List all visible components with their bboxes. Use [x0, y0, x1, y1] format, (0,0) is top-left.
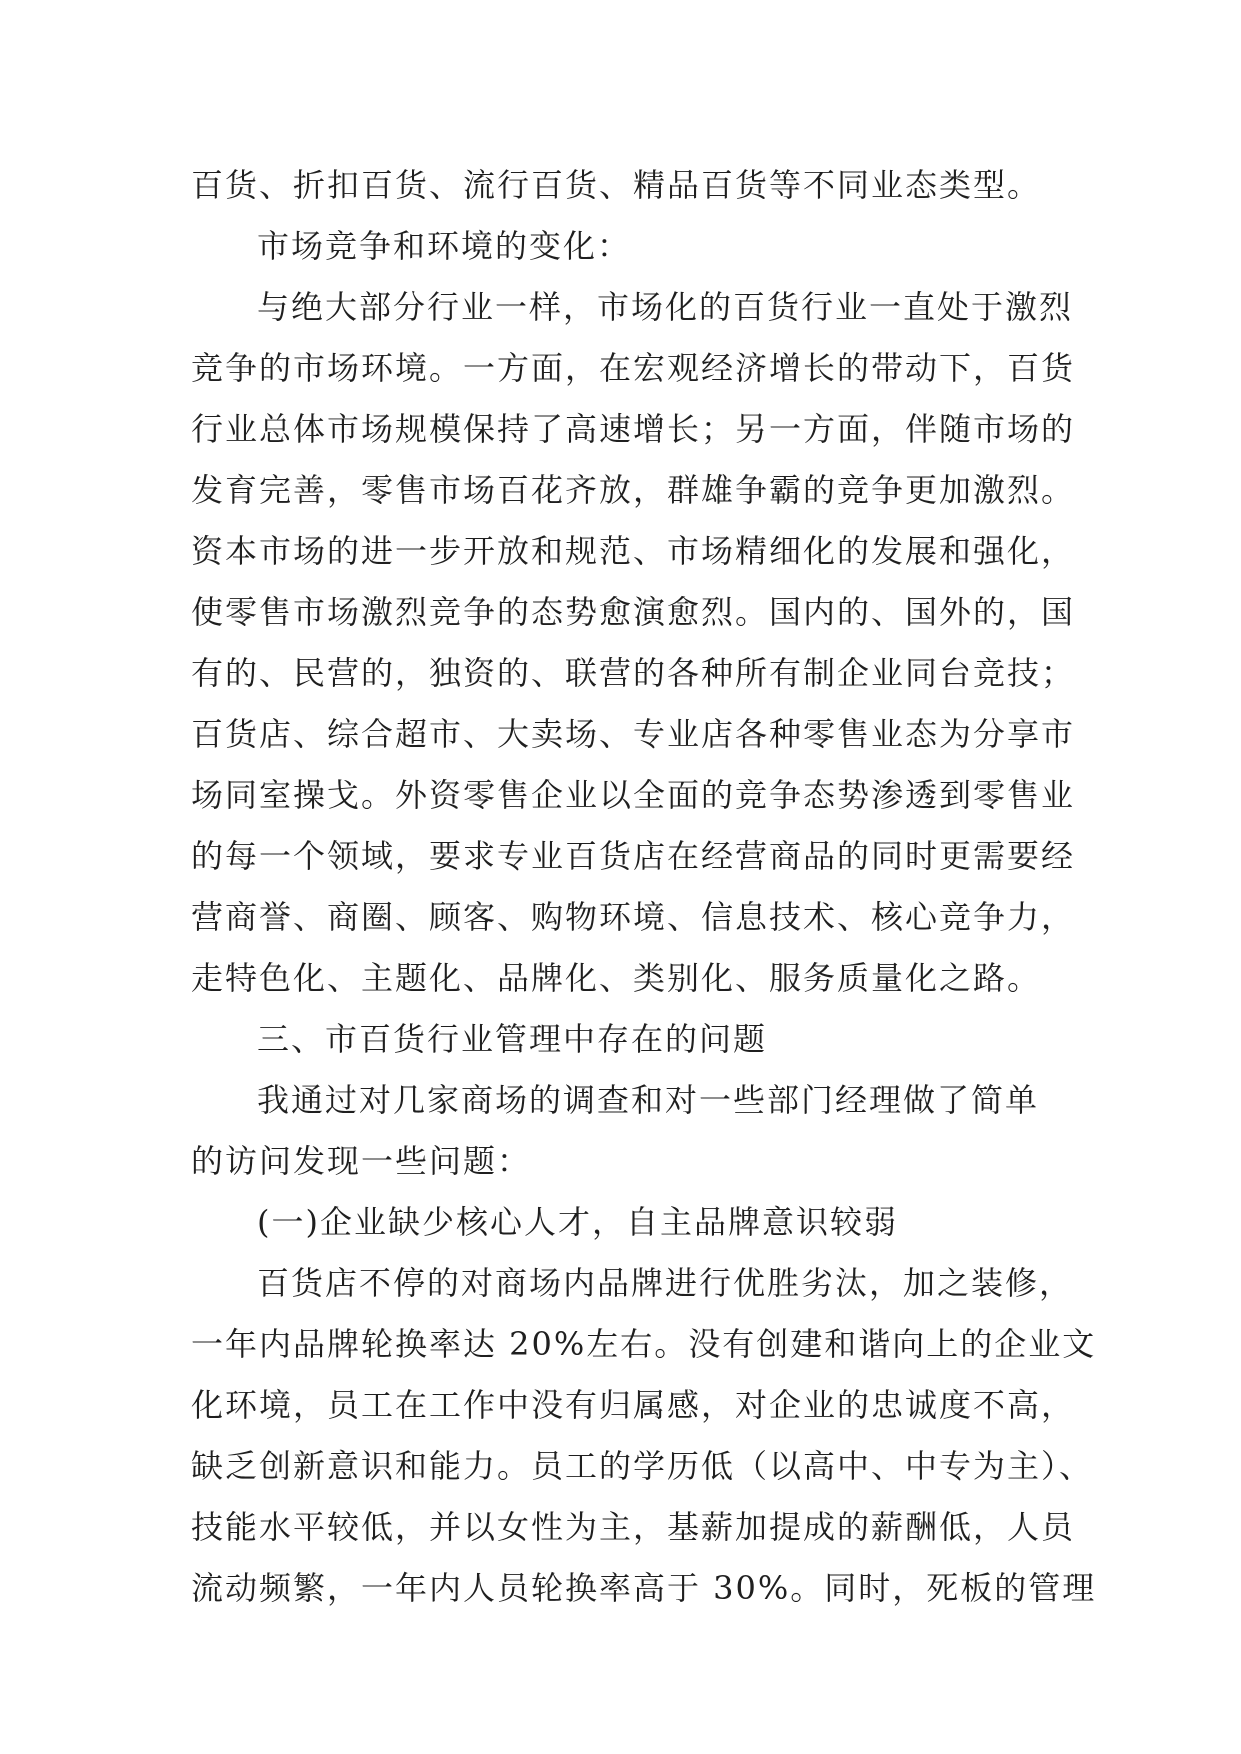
- text-line: 行业总体市场规模保持了高速增长；另一方面，伴随市场的: [191, 410, 1076, 448]
- section-heading: 三、市百货行业管理中存在的问题: [257, 1020, 768, 1058]
- text-line: 场同室操戈。外资零售企业以全面的竞争态势渗透到零售业: [191, 776, 1076, 814]
- text-line: 使零售市场激烈竞争的态势愈演愈烈。国内的、国外的，国: [191, 593, 1076, 631]
- text-line: 百货、折扣百货、流行百货、精品百货等不同业态类型。: [191, 166, 1042, 204]
- text-line: 营商誉、商圈、顾客、购物环境、信息技术、核心竞争力，: [191, 898, 1076, 936]
- text-line: 一年内品牌轮换率达 20%左右。没有创建和谐向上的企业文: [191, 1325, 1097, 1363]
- text-line: 竞争的市场环境。一方面，在宏观经济增长的带动下，百货: [191, 349, 1076, 387]
- text-line: 与绝大部分行业一样，市场化的百货行业一直处于激烈: [257, 288, 1074, 326]
- text-line: 发育完善，零售市场百花齐放，群雄争霸的竞争更加激烈。: [191, 471, 1076, 509]
- section-subheading: 市场竞争和环境的变化：: [257, 227, 632, 265]
- document-body: [191, 155, 1097, 1619]
- text-line: 百货店、综合超市、大卖场、专业店各种零售业态为分享市: [191, 715, 1076, 753]
- subsection-heading: (一)企业缺少核心人才，自主品牌意识较弱: [257, 1203, 898, 1241]
- text-line: 技能水平较低，并以女性为主，基薪加提成的薪酬低，人员: [191, 1508, 1076, 1546]
- text-line: 的访问发现一些问题：: [191, 1142, 532, 1180]
- text-line: 化环境，员工在工作中没有归属感，对企业的忠诚度不高，: [191, 1386, 1076, 1424]
- text-line: 百货店不停的对商场内品牌进行优胜劣汰，加之装修，: [257, 1264, 1074, 1302]
- text-line: 有的、民营的，独资的、联营的各种所有制企业同台竞技；: [191, 654, 1076, 692]
- text-line: 资本市场的进一步开放和规范、市场精细化的发展和强化，: [191, 532, 1076, 570]
- text-line: 流动频繁，一年内人员轮换率高于 30%。同时，死板的管理: [191, 1569, 1097, 1607]
- text-line: 的每一个领域，要求专业百货店在经营商品的同时更需要经: [191, 837, 1076, 875]
- text-line: 我通过对几家商场的调查和对一些部门经理做了简单: [257, 1081, 1040, 1119]
- text-line: 走特色化、主题化、品牌化、类别化、服务质量化之路。: [191, 959, 1042, 997]
- text-line: 缺乏创新意识和能力。员工的学历低（以高中、中专为主）、: [191, 1447, 1094, 1485]
